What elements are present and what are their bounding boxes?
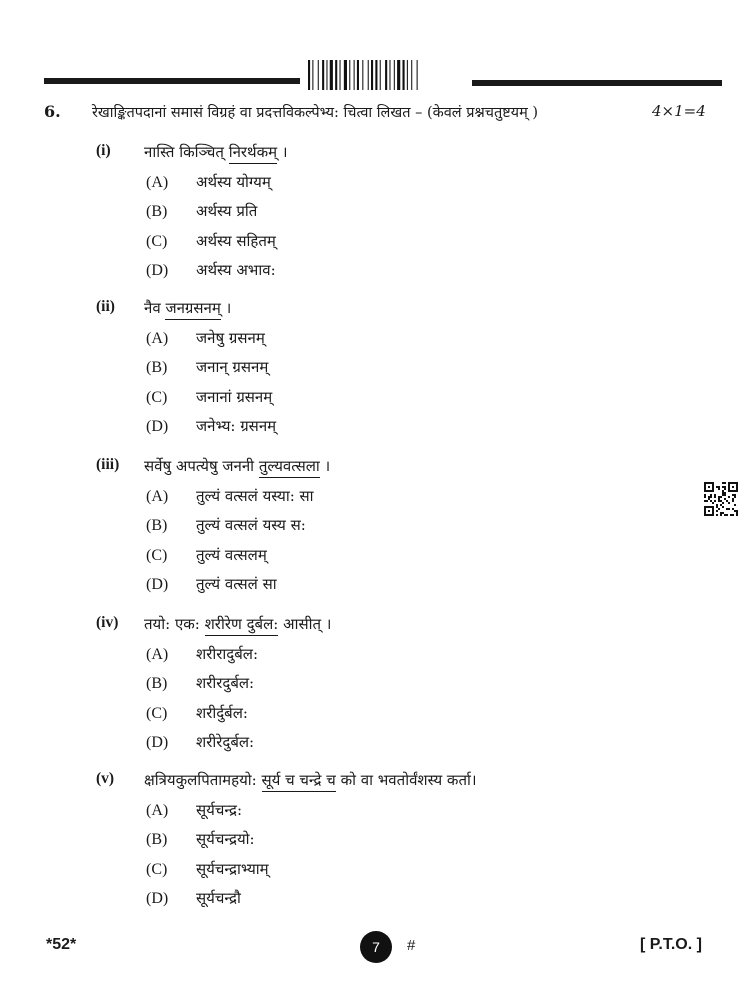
qr-code-icon bbox=[704, 482, 738, 516]
option-b bbox=[146, 515, 306, 535]
option-label: (B) bbox=[146, 675, 168, 692]
sentence-post: आसीत् । bbox=[278, 615, 332, 633]
option-text: अर्थस्य सहितम् bbox=[196, 232, 276, 250]
sentence-pre: सर्वेषु अपत्येषु जननी bbox=[144, 457, 259, 475]
option-text: जनेषु ग्रसनम् bbox=[196, 329, 265, 347]
question-number: 6. bbox=[44, 102, 61, 121]
option-label: (C) bbox=[146, 547, 168, 564]
sentence-post: । bbox=[220, 299, 232, 317]
option-label: (D) bbox=[146, 262, 169, 279]
option-text: तुल्यं वत्सलं यस्या: सा bbox=[196, 487, 314, 505]
option-a bbox=[146, 486, 314, 506]
option-label: (B) bbox=[146, 359, 168, 376]
sentence-post: । bbox=[277, 143, 288, 161]
option-label: (C) bbox=[146, 705, 168, 722]
paper-code: *52* bbox=[46, 936, 77, 953]
option-c bbox=[146, 545, 267, 565]
subquestion-sentence bbox=[144, 614, 331, 634]
option-label: (D) bbox=[146, 734, 169, 751]
option-text: शरीरादुर्बल: bbox=[196, 645, 258, 663]
option-label: (A) bbox=[146, 174, 169, 191]
option-label: (D) bbox=[146, 576, 169, 593]
option-d bbox=[146, 574, 277, 594]
sentence-pre: नैव bbox=[144, 299, 166, 317]
option-c bbox=[146, 703, 248, 723]
option-c bbox=[146, 859, 269, 879]
underlined-word: निरर्थकम् bbox=[229, 143, 277, 164]
option-a bbox=[146, 644, 258, 664]
option-label: (B) bbox=[146, 517, 168, 534]
option-text: तुल्यं वत्सलम् bbox=[196, 546, 267, 564]
option-b bbox=[146, 201, 257, 221]
header-rule-right bbox=[472, 80, 722, 86]
subquestion-sentence bbox=[144, 298, 231, 318]
underlined-word: जनग्रसनम् bbox=[165, 299, 220, 320]
option-c bbox=[146, 387, 272, 407]
option-label: (B) bbox=[146, 203, 168, 220]
option-d bbox=[146, 888, 241, 908]
option-b bbox=[146, 673, 254, 693]
subquestion-label: (iv) bbox=[96, 614, 119, 631]
option-label: (A) bbox=[146, 488, 169, 505]
option-d bbox=[146, 732, 254, 752]
question-instruction: रेखाङ्कितपदानां समासं विग्रहं वा प्रदत्तविकल्पेभ्य: चित्वा लिखत – (केवलं प्रश्नचतुष्टयम् ) bbox=[92, 105, 539, 121]
option-text: तुल्यं वत्सलं सा bbox=[196, 575, 277, 593]
option-b bbox=[146, 829, 255, 849]
option-label: (A) bbox=[146, 802, 169, 819]
option-text: सूर्यचन्द्र: bbox=[196, 801, 243, 819]
option-label: (C) bbox=[146, 233, 168, 250]
option-a bbox=[146, 328, 265, 348]
option-a bbox=[146, 172, 271, 192]
sentence-pre: नास्ति किञ्चित् bbox=[144, 143, 229, 161]
pto-label: [ P.T.O. ] bbox=[640, 936, 702, 953]
option-text: जनान् ग्रसनम् bbox=[196, 358, 269, 376]
option-label: (C) bbox=[146, 861, 168, 878]
page-number: 7 bbox=[360, 931, 392, 963]
option-label: (B) bbox=[146, 831, 168, 848]
option-label: (D) bbox=[146, 890, 169, 907]
option-label: (D) bbox=[146, 418, 169, 435]
hash-mark: # bbox=[407, 937, 416, 954]
sentence-pre: तयो: एक: bbox=[144, 615, 205, 633]
option-label: (C) bbox=[146, 389, 168, 406]
option-label: (A) bbox=[146, 646, 169, 663]
option-text: सूर्यचन्द्राभ्याम् bbox=[196, 860, 269, 878]
subquestion-label: (iii) bbox=[96, 456, 120, 473]
question-marks: 4×1=4 bbox=[652, 102, 706, 120]
underlined-word: शरीरेण दुर्बल: bbox=[205, 615, 279, 636]
option-a bbox=[146, 800, 242, 820]
sentence-post: को वा भवतोर्वंशस्य कर्ता। bbox=[335, 771, 477, 789]
option-text: अर्थस्य योग्यम् bbox=[196, 173, 271, 191]
option-text: शरीरेदुर्बल: bbox=[196, 733, 255, 751]
option-text: जनेभ्य: ग्रसनम् bbox=[196, 417, 277, 435]
subquestion-sentence bbox=[144, 456, 330, 476]
subquestion-label: (i) bbox=[96, 142, 111, 159]
option-b bbox=[146, 357, 268, 377]
barcode-icon bbox=[308, 60, 458, 90]
option-text: शरीर्दुर्बल: bbox=[196, 704, 248, 722]
subquestion-sentence bbox=[144, 142, 288, 162]
subquestion-label: (ii) bbox=[96, 298, 115, 315]
option-text: शरीरदुर्बल: bbox=[196, 674, 255, 692]
option-text: अर्थस्य प्रति bbox=[196, 202, 258, 220]
option-label: (A) bbox=[146, 330, 169, 347]
sentence-post: । bbox=[319, 457, 331, 475]
sentence-pre: क्षत्रियकुलपितामहयो: bbox=[144, 771, 262, 789]
subquestion-sentence bbox=[144, 770, 477, 790]
option-text: तुल्यं वत्सलं यस्य स: bbox=[196, 516, 306, 534]
option-text: अर्थस्य अभाव: bbox=[196, 261, 276, 279]
option-text: सूर्यचन्द्रयो: bbox=[196, 830, 255, 848]
option-c bbox=[146, 231, 276, 251]
header-rule-left bbox=[44, 78, 300, 84]
option-text: जनानां ग्रसनम् bbox=[196, 388, 273, 406]
underlined-word: सूर्य च चन्द्रे च bbox=[262, 771, 336, 792]
underlined-word: तुल्यवत्सला bbox=[259, 457, 320, 478]
option-text: सूर्यचन्द्रौ bbox=[196, 889, 241, 907]
option-d bbox=[146, 260, 276, 280]
option-d bbox=[146, 416, 276, 436]
subquestion-label: (v) bbox=[96, 770, 115, 787]
